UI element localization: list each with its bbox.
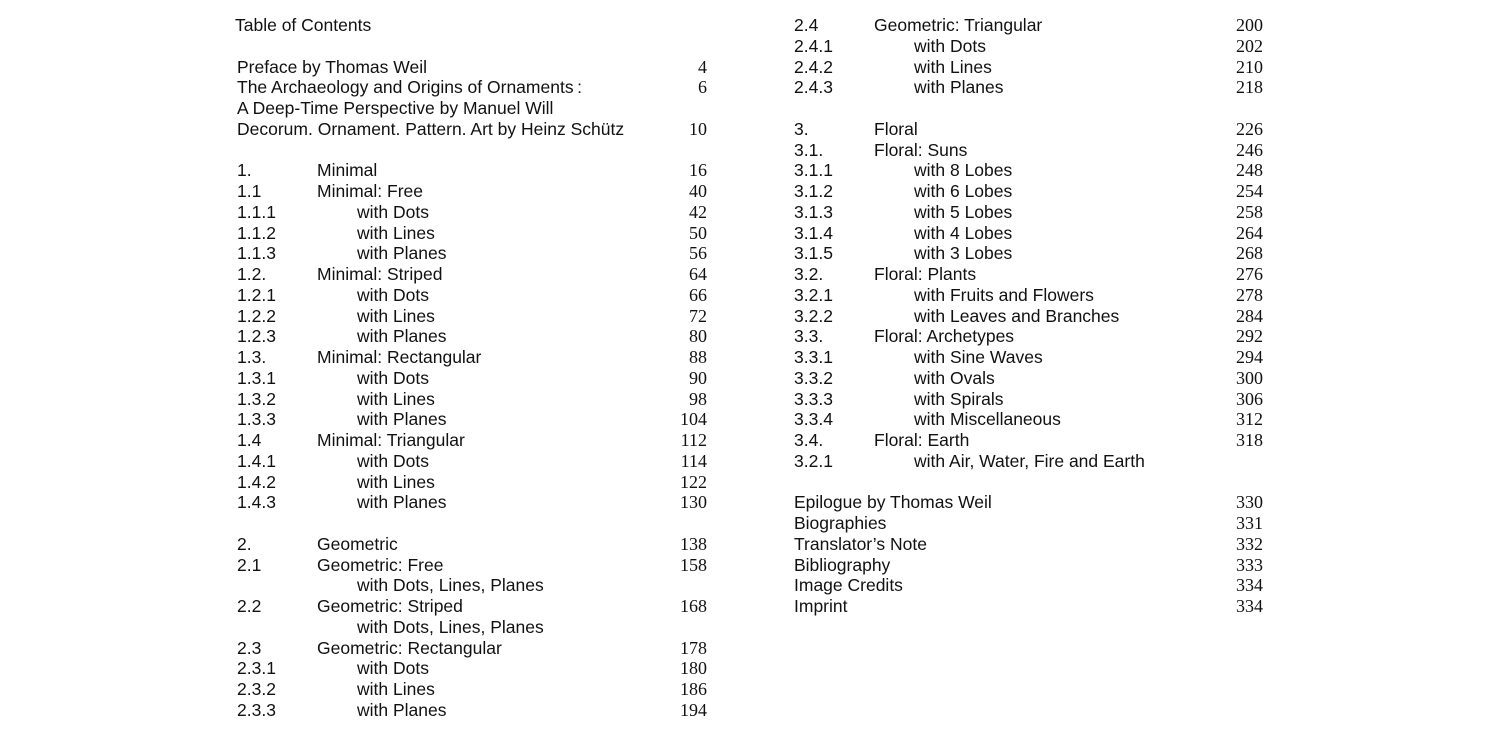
toc-entry-title: Epilogue by Thomas Weil	[794, 492, 992, 513]
toc-page-number: 50	[689, 222, 707, 243]
toc-entry-row[interactable]	[235, 430, 707, 451]
toc-entry-title: Decorum. Ornament. Pattern. Art by Heinz Schütz	[237, 118, 625, 139]
toc-entry-title: Minimal: Striped	[317, 264, 443, 284]
toc-front-matter-row[interactable]	[792, 596, 1263, 617]
toc-page-number: 330	[1236, 492, 1263, 513]
toc-entry-row[interactable]	[792, 77, 1263, 98]
toc-section-number: 3.2.	[794, 264, 824, 284]
toc-entry-row[interactable]	[235, 326, 707, 347]
toc-page-number: 284	[1236, 305, 1263, 326]
toc-entry-title: with Dots	[357, 367, 429, 388]
toc-page-number: 200	[1236, 15, 1263, 35]
toc-entry-row[interactable]	[235, 617, 707, 638]
toc-entry-row[interactable]	[792, 160, 1263, 181]
toc-entry-title: with Lines	[357, 471, 435, 492]
toc-entry-title: Biographies	[794, 513, 887, 533]
toc-page-number: 334	[1236, 596, 1263, 616]
toc-entry-row[interactable]	[235, 700, 707, 721]
toc-section-number: 3.2.1	[794, 450, 833, 471]
toc-entry-row[interactable]	[235, 285, 707, 306]
toc-right-column	[792, 15, 1263, 617]
toc-entry-title: Geometric: Rectangular	[317, 637, 502, 658]
toc-page-number: 268	[1236, 243, 1263, 264]
toc-entry-row[interactable]	[792, 451, 1263, 472]
toc-entry-title: with Dots	[357, 284, 429, 305]
toc-entry-row[interactable]	[235, 389, 707, 410]
toc-front-matter-row[interactable]	[792, 492, 1263, 513]
toc-entry-row[interactable]	[235, 368, 707, 389]
toc-entry-title: with Leaves and Branches	[914, 305, 1120, 326]
toc-entry-title: with 6 Lobes	[914, 181, 1013, 201]
toc-entry-title: Geometric: Triangular	[874, 15, 1043, 35]
toc-entry-row[interactable]	[235, 555, 707, 576]
toc-entry-row[interactable]	[235, 534, 707, 555]
toc-page-number: 10	[689, 118, 707, 139]
toc-section-number: 2.3.3	[237, 699, 276, 720]
toc-page-number: 226	[1236, 118, 1263, 139]
toc-page-number: 72	[689, 305, 707, 326]
toc-page-number: 98	[689, 388, 707, 409]
toc-page-number: 292	[1236, 326, 1263, 347]
toc-entry-title: with Lines	[357, 305, 435, 326]
toc-section-number: 2.3	[237, 637, 262, 658]
toc-entry-title: with Sine Waves	[914, 347, 1043, 367]
toc-entry-title: Floral: Plants	[874, 264, 977, 284]
toc-front-matter-row[interactable]	[235, 57, 707, 78]
toc-page-number: 40	[689, 181, 707, 201]
toc-page-number: 246	[1236, 139, 1263, 160]
toc-section-number: 1.4.2	[237, 471, 276, 492]
toc-entry-title: with 4 Lobes	[914, 222, 1013, 243]
toc-page-number: 66	[689, 284, 707, 305]
toc-section-number: 3.3.	[794, 326, 824, 347]
toc-section-number: 3.4.	[794, 430, 824, 450]
toc-page-number: 138	[680, 533, 707, 554]
toc-section-number: 2.1	[237, 554, 262, 575]
toc-entry-title: with Lines	[357, 388, 435, 409]
toc-entry-row[interactable]	[235, 451, 707, 472]
toc-page-number: 331	[1236, 513, 1263, 533]
toc-entry-row[interactable]	[792, 57, 1263, 78]
toc-entry-title: with Planes	[914, 77, 1004, 98]
toc-front-matter-row[interactable]	[792, 555, 1263, 576]
toc-entry-title: Geometric	[317, 533, 398, 554]
toc-entry-title: with Air, Water, Fire and Earth	[914, 450, 1145, 471]
toc-section-number: 3.3.2	[794, 367, 833, 388]
toc-entry-title: Floral: Suns	[874, 139, 968, 160]
toc-entry-row[interactable]	[235, 679, 707, 700]
toc-entry-title: with Lines	[914, 56, 992, 77]
toc-left-column	[235, 15, 707, 721]
toc-page-number: 130	[680, 492, 707, 513]
toc-section-number: 2.4.3	[794, 77, 833, 98]
toc-entry-title: The Archaeology and Origins of Ornaments :	[237, 77, 582, 98]
toc-entry-title: Floral	[874, 118, 918, 139]
toc-front-matter-row[interactable]	[792, 575, 1263, 596]
toc-section-number: 1.3.2	[237, 388, 276, 409]
toc-entry-row[interactable]	[235, 472, 707, 493]
toc-entry-title: Bibliography	[794, 554, 891, 575]
toc-page-number: 104	[680, 409, 707, 430]
toc-entry-title: Geometric: Striped	[317, 596, 463, 616]
toc-section-number: 3.3.4	[794, 409, 833, 430]
toc-entry-row[interactable]	[792, 306, 1263, 327]
toc-section-number: 2.	[237, 533, 252, 554]
toc-entry-row[interactable]	[235, 638, 707, 659]
toc-page-number: 168	[680, 596, 707, 616]
toc-section-number: 3.1.2	[794, 181, 833, 201]
toc-page-number: 300	[1236, 367, 1263, 388]
toc-entry-title: with Planes	[357, 326, 447, 347]
toc-entry-row[interactable]	[792, 264, 1263, 285]
toc-section-number: 3.1.	[794, 139, 824, 160]
toc-page-number: 194	[680, 699, 707, 720]
toc-section-number: 2.3.1	[237, 658, 276, 679]
toc-page-number: 64	[689, 264, 707, 284]
toc-section-number: 3.3.3	[794, 388, 833, 409]
toc-entry-row[interactable]	[792, 326, 1263, 347]
toc-page-number: 318	[1236, 430, 1263, 450]
toc-entry-title: with Planes	[357, 409, 447, 430]
toc-entry-row[interactable]	[792, 285, 1263, 306]
toc-page-number: 202	[1236, 35, 1263, 56]
toc-page-number: 258	[1236, 201, 1263, 222]
toc-entry-title: Translator’s Note	[794, 533, 927, 554]
toc-entry-title: Minimal: Free	[317, 181, 423, 201]
toc-entry-row[interactable]	[235, 223, 707, 244]
toc-section-number: 3.1.1	[794, 160, 833, 181]
toc-entry-title: with 8 Lobes	[914, 160, 1013, 181]
toc-section-number: 3.2.2	[794, 305, 833, 326]
toc-page-number: 254	[1236, 181, 1263, 201]
toc-section-number: 3.2.1	[794, 284, 833, 305]
toc-entry-title: Minimal: Triangular	[317, 430, 465, 450]
toc-entry-title: with Planes	[357, 492, 447, 513]
toc-front-matter-row[interactable]	[235, 77, 707, 98]
toc-page-number: 248	[1236, 160, 1263, 181]
toc-entry-title: with Dots, Lines, Planes	[357, 575, 544, 596]
toc-page-number: 276	[1236, 264, 1263, 284]
toc-section-number: 1.	[237, 160, 252, 181]
toc-front-matter-row[interactable]	[792, 534, 1263, 555]
toc-section-number: 1.3.3	[237, 409, 276, 430]
toc-page-number: 90	[689, 367, 707, 388]
toc-entry-title: Floral: Archetypes	[874, 326, 1015, 347]
toc-page-number: 186	[680, 679, 707, 699]
section-gap	[235, 140, 707, 161]
toc-page-number: 88	[689, 347, 707, 367]
toc-entry-title: with Dots	[914, 35, 986, 56]
toc-section-number: 1.2.2	[237, 305, 276, 326]
toc-entry-row[interactable]	[235, 347, 707, 368]
toc-section-number: 2.3.2	[237, 679, 276, 699]
toc-entry-title: with 3 Lobes	[914, 243, 1013, 264]
toc-entry-title: Geometric: Free	[317, 554, 444, 575]
toc-entry-row[interactable]	[792, 347, 1263, 368]
toc-entry-row[interactable]	[235, 306, 707, 327]
toc-section-number: 3.	[794, 118, 809, 139]
toc-section-number: 3.1.4	[794, 222, 833, 243]
toc-entry-title: with Spirals	[914, 388, 1004, 409]
toc-entry-row[interactable]	[792, 140, 1263, 161]
toc-entry-title: Preface by Thomas Weil	[237, 56, 427, 77]
toc-section-number: 1.1	[237, 181, 262, 201]
toc-front-matter-row[interactable]	[792, 513, 1263, 534]
toc-page-number: 178	[680, 637, 707, 658]
toc-page-number: 180	[680, 658, 707, 679]
toc-section-number: 1.1.1	[237, 201, 276, 222]
toc-page-number: 218	[1236, 77, 1263, 98]
toc-entry-title: with Planes	[357, 243, 447, 264]
toc-entry-row[interactable]	[792, 389, 1263, 410]
toc-page-number: 294	[1236, 347, 1263, 367]
toc-entry-title: Minimal	[317, 160, 378, 181]
toc-section-number: 3.1.5	[794, 243, 833, 264]
toc-front-matter-row[interactable]	[235, 98, 707, 119]
toc-section-number: 2.4.1	[794, 35, 833, 56]
toc-entry-row[interactable]	[792, 202, 1263, 223]
toc-page-number: 16	[689, 160, 707, 181]
toc-section-number: 2.2	[237, 596, 262, 616]
section-gap	[792, 472, 1263, 493]
toc-page-number: 6	[698, 77, 707, 98]
toc-page-number: 56	[689, 243, 707, 264]
toc-page-number: 278	[1236, 284, 1263, 305]
toc-page-number: 114	[680, 450, 707, 471]
toc-page-number: 312	[1236, 409, 1263, 430]
toc-entry-title: with Miscellaneous	[914, 409, 1061, 430]
toc-section-number: 1.3.1	[237, 367, 276, 388]
toc-entry-row[interactable]	[792, 181, 1263, 202]
toc-entry-row[interactable]	[792, 119, 1263, 140]
toc-section-number: 3.1.3	[794, 201, 833, 222]
toc-entry-row[interactable]	[235, 243, 707, 264]
toc-section-number: 1.4.3	[237, 492, 276, 513]
toc-entry-row[interactable]	[235, 202, 707, 223]
toc-entry-row[interactable]	[792, 243, 1263, 264]
toc-page-number: 158	[680, 554, 707, 575]
toc-entry-title: Image Credits	[794, 575, 903, 596]
toc-page-number: 306	[1236, 388, 1263, 409]
toc-section-number: 1.4.1	[237, 450, 276, 471]
toc-entry-title: Floral: Earth	[874, 430, 970, 450]
toc-entry-row[interactable]	[235, 264, 707, 285]
toc-entry-row[interactable]	[792, 368, 1263, 389]
toc-page-number: 210	[1236, 56, 1263, 77]
toc-entry-title: with Dots	[357, 450, 429, 471]
toc-page-number: 334	[1236, 575, 1263, 596]
toc-section-number: 2.4.2	[794, 56, 833, 77]
toc-entry-title: with 5 Lobes	[914, 201, 1013, 222]
toc-entry-title: A Deep-Time Perspective by Manuel Will	[237, 98, 554, 118]
toc-entry-title: Imprint	[794, 596, 848, 616]
toc-entry-title: Minimal: Rectangular	[317, 347, 482, 367]
toc-page-number: 4	[698, 56, 707, 77]
toc-entry-title: with Dots	[357, 658, 429, 679]
toc-page-number: 112	[680, 430, 707, 450]
toc-entry-row[interactable]	[235, 492, 707, 513]
toc-entry-row[interactable]	[235, 658, 707, 679]
toc-entry-row[interactable]	[235, 181, 707, 202]
toc-section-number: 2.4	[794, 15, 819, 35]
toc-entry-title: with Dots	[357, 201, 429, 222]
toc-page-number: 332	[1236, 533, 1263, 554]
toc-section-number: 3.3.1	[794, 347, 833, 367]
toc-section-number: 1.2.	[237, 264, 267, 284]
toc-section-number: 1.1.2	[237, 222, 276, 243]
page-title: Table of Contents	[235, 15, 372, 35]
toc-entry-row[interactable]	[235, 596, 707, 617]
toc-entry-title: with Ovals	[914, 367, 995, 388]
toc-entry-title: with Lines	[357, 222, 435, 243]
toc-section-number: 1.4	[237, 430, 262, 450]
toc-page-number: 80	[689, 326, 707, 347]
toc-entry-row[interactable]	[235, 575, 707, 596]
section-gap	[792, 98, 1263, 119]
toc-page-number: 122	[680, 471, 707, 492]
toc-entry-row[interactable]	[235, 409, 707, 430]
toc-page-number: 264	[1236, 222, 1263, 243]
toc-front-matter-row[interactable]	[235, 119, 707, 140]
toc-entry-title: with Dots, Lines, Planes	[357, 616, 544, 637]
toc-section-number: 1.1.3	[237, 243, 276, 264]
toc-section-number: 1.2.3	[237, 326, 276, 347]
toc-section-number: 1.2.1	[237, 284, 276, 305]
toc-entry-title: with Fruits and Flowers	[914, 284, 1094, 305]
toc-entry-title: with Planes	[357, 699, 447, 720]
toc-entry-row[interactable]	[792, 36, 1263, 57]
toc-entry-row[interactable]	[792, 409, 1263, 430]
toc-section-number: 1.3.	[237, 347, 267, 367]
toc-entry-row[interactable]	[792, 15, 1263, 36]
toc-page-number: 333	[1236, 554, 1263, 575]
section-gap	[235, 513, 707, 534]
toc-entry-row[interactable]	[792, 223, 1263, 244]
toc-entry-row[interactable]	[235, 160, 707, 181]
toc-entry-title: with Lines	[357, 679, 435, 699]
toc-entry-row[interactable]	[792, 430, 1263, 451]
toc-page-number: 42	[689, 201, 707, 222]
